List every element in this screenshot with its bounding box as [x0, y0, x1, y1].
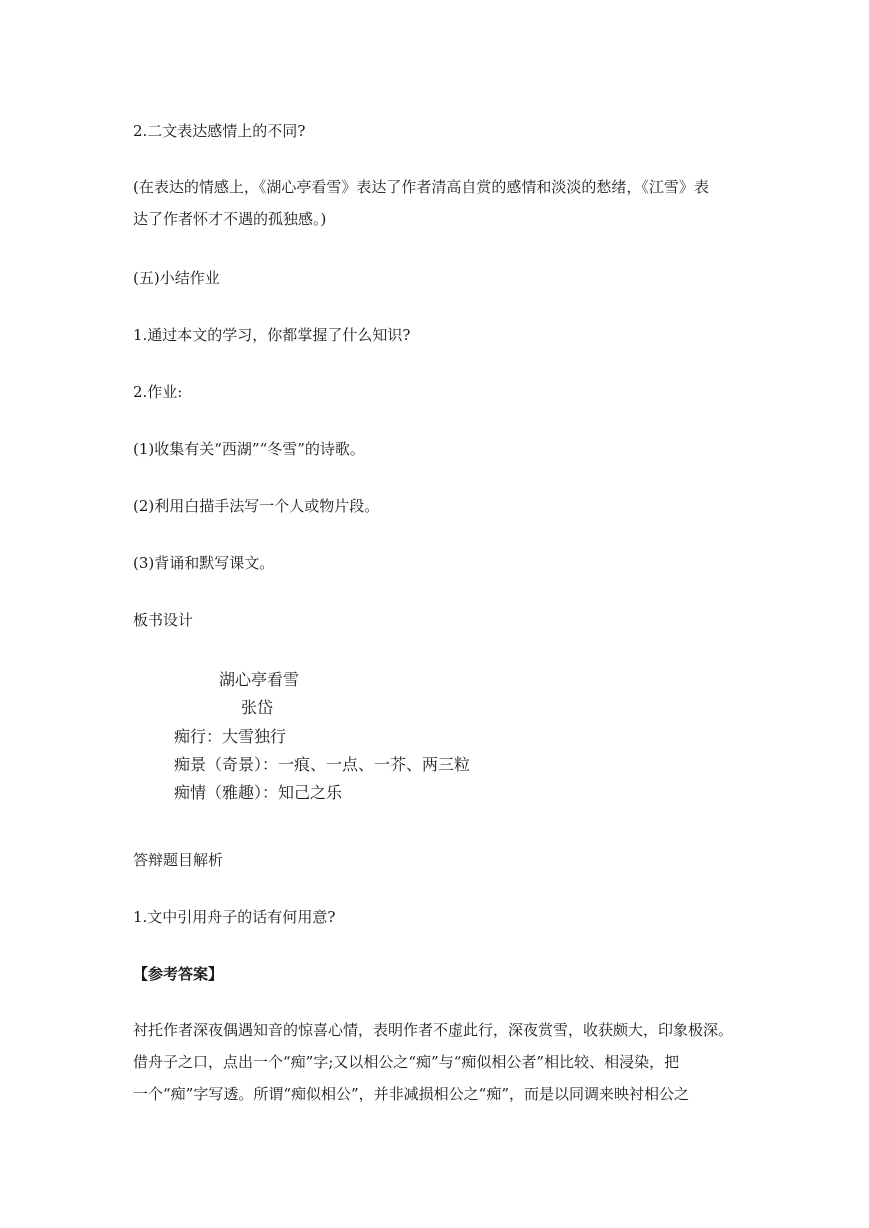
- board-design-figure: [150, 662, 490, 812]
- board-author: 张岱: [241, 698, 274, 717]
- debate-question-1: 1.文中引用舟子的话有何用意?: [133, 908, 336, 926]
- answer-line-3: 一个“痴”字写透。所谓“痴似相公”，并非减损相公之“痴”，而是以同调来映衬相公之: [133, 1085, 690, 1103]
- board-row-2: 痴景（奇景）：一痕、一点、一芥、两三粒: [174, 755, 471, 774]
- answer-line-2: 借舟子之口，点出一个“痴”字;又以相公之“痴”与“痴似相公者”相比较、相浸染，把: [133, 1053, 680, 1071]
- reference-answer-paragraph: [133, 1016, 743, 1108]
- answer-2-line-1: (在表达的情感上，《湖心亭看雪》表达了作者清高自赏的感情和淡淡的愁绪，《江雪》表: [133, 178, 709, 196]
- answer-2-line-2: 达了作者怀才不遇的孤独感。): [133, 210, 327, 228]
- answer-2-paragraph: [133, 173, 743, 233]
- homework-item-1: 1.通过本文的学习，你都掌握了什么知识?: [133, 326, 411, 344]
- reference-answer-label: 【参考答案】: [133, 965, 224, 983]
- question-2: 2.二文表达感情上的不同?: [133, 122, 306, 140]
- board-row-3: 痴情（雅趣）：知己之乐: [174, 783, 343, 802]
- answer-line-1: 衬托作者深夜偶遇知音的惊喜心情，表明作者不虚此行，深夜赏雪，收获颇大，印象极深。: [133, 1021, 734, 1039]
- board-row-1: 痴行：大雪独行: [174, 727, 287, 746]
- homework-subitem-3: (3)背诵和默写课文。: [133, 554, 275, 572]
- homework-subitem-2: (2)利用白描手法写一个人或物片段。: [133, 497, 380, 515]
- section-5-heading: (五)小结作业: [133, 269, 220, 287]
- debate-heading: 答辩题目解析: [133, 851, 224, 869]
- homework-item-2: 2.作业:: [133, 383, 183, 401]
- homework-subitem-1: (1)收集有关“西湖”“冬雪”的诗歌。: [133, 440, 365, 458]
- board-title: 湖心亭看雪: [219, 670, 300, 689]
- board-design-heading: 板书设计: [133, 611, 194, 629]
